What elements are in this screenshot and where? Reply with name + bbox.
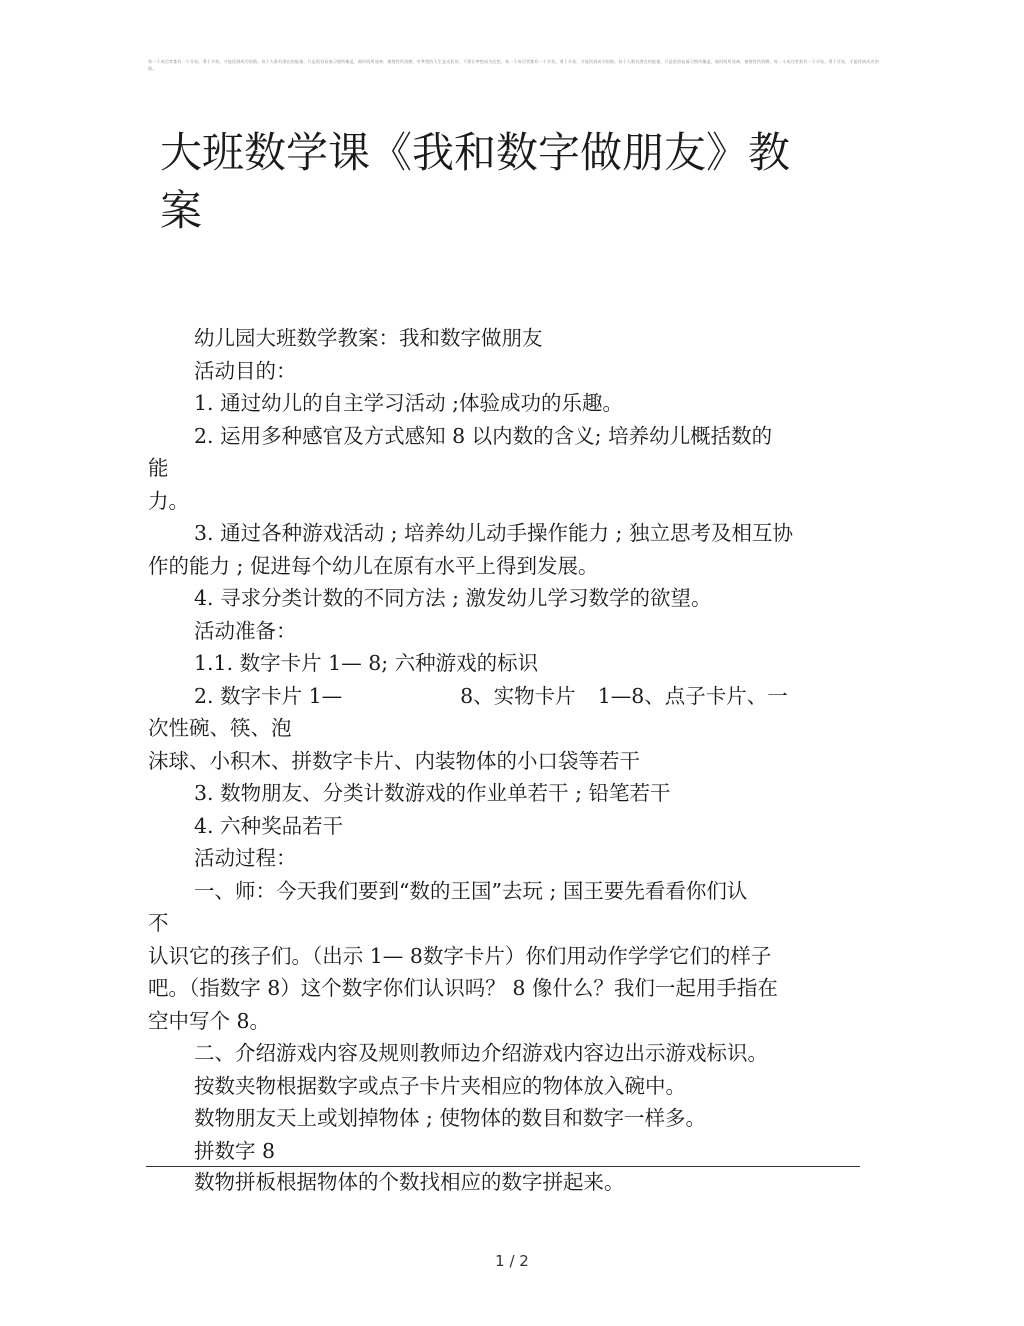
process-1-wrap-a: 不 <box>148 911 169 935</box>
title-line-1: 大班数学课《我和数字做朋友》教 <box>160 128 791 177</box>
prep-2-wrap-a: 次性碗、筷、泡 <box>148 716 292 740</box>
prep-3: 3. 数物朋友、分类计数游戏的作业单若干 ; 铅笔若干 <box>194 781 671 805</box>
game-2: 数物朋友天上或划掉物体 ; 使物体的数目和数字一样多。 <box>194 1106 706 1130</box>
goal-3: 3. 通过各种游戏活动 ; 培养幼儿动手操作能力 ; 独立思考及相互协 <box>194 521 793 545</box>
process-2: 二、介绍游戏内容及规则教师边介绍游戏内容边出示游戏标识。 <box>194 1041 768 1065</box>
prep-2-part-b: 8、实物卡片 <box>460 683 576 708</box>
process-1: 一、师：今天我们要到“数的王国”去玩 ; 国王要先看看你们认 <box>194 878 748 903</box>
game-4: 数物拼板根据物体的个数找相应的数字拼起来。 <box>194 1170 625 1194</box>
title-line-2: 案 <box>160 186 203 235</box>
goal-2-wrap-a: 能 <box>148 456 169 480</box>
prep-2-part-c: 1—8、点子卡片、一 <box>597 683 788 708</box>
goal-1: 1. 通过幼儿的自主学习活动 ;体验成功的乐趣。 <box>194 391 623 415</box>
goal-2-wrap-b: 力。 <box>148 488 189 513</box>
section-heading-goals: 活动目的： <box>194 358 297 383</box>
process-1-wrap-d: 空中写个 8。 <box>148 1008 271 1033</box>
process-1-wrap-b: 认识它的孩子们。（出示 1— 8数字卡片）你们用动作学学它们的样子 <box>148 943 772 968</box>
game-1: 按数夹物根据数字或点子卡片夹相应的物体放入碗中。 <box>194 1073 686 1098</box>
subtitle-line: 幼儿园大班数学教案：我和数字做朋友 <box>194 326 543 350</box>
goal-2: 2. 运用多种感官及方式感知 8 以内数的含义; 培养幼儿概括数的 <box>194 423 773 448</box>
header-note: 每一个成功者都有一个开始。勇于开始，才能找到成功的路。每个人都有潜在的能量，只是很容易被习惯所掩盖，被时间所迷离，被惰性所消磨。有梦想的人生是光彩的，不要让梦想成为幻想。每一个成功者都有一个开始。勇于开始，才能找到成功的路。每个人都有潜在的能量，只是很容易被习惯所掩盖，被时间所迷离，被惰性所消磨。每一个成功者都有一个开始，勇于开始，才能找到成功的路。 <box>148 59 879 71</box>
goal-4: 4. 寻求分类计数的不同方法 ; 激发幼儿学习数学的欲望。 <box>194 586 712 610</box>
document-title <box>148 124 868 240</box>
prep-4: 4. 六种奖品若干 <box>194 813 344 838</box>
prep-2-part-a: 2. 数字卡片 1— <box>194 683 343 708</box>
section-heading-process: 活动过程： <box>194 846 297 870</box>
goal-3-wrap: 作的能力 ; 促进每个幼儿在原有水平上得到发展。 <box>148 553 599 578</box>
page-number: 1 / 2 <box>495 1252 529 1270</box>
game-3: 拼数字 8 <box>194 1138 276 1163</box>
section-heading-preparation: 活动准备： <box>194 618 297 643</box>
prep-2 <box>148 680 860 713</box>
prep-1: 1.1. 数字卡片 1— 8; 六种游戏的标识 <box>194 651 539 675</box>
process-1-wrap-c: 吧。（指数字 8）这个数字你们认识吗？ 8 像什么？我们一起用手指在 <box>148 976 778 1000</box>
prep-2-wrap-b: 沫球、小积木、拼数字卡片、内装物体的小口袋等若干 <box>148 748 640 773</box>
document-body <box>148 322 860 1167</box>
